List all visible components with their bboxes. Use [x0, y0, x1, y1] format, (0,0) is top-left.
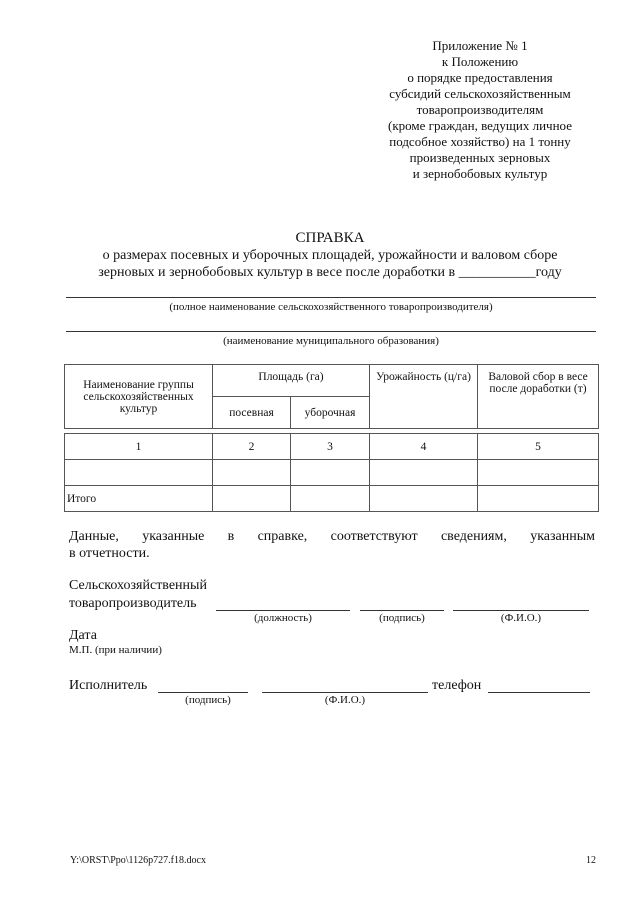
table-cell	[213, 486, 291, 512]
header-sown: посевная	[213, 397, 291, 429]
table-cell	[370, 460, 478, 486]
producer-name-line	[66, 297, 596, 298]
table-row	[65, 460, 599, 486]
position-field-line[interactable]	[216, 610, 350, 611]
table-total-row	[65, 486, 599, 512]
table-cell	[478, 460, 599, 486]
signature-caption: (подпись)	[379, 612, 425, 624]
signature-field-line[interactable]	[360, 610, 444, 611]
executor-signature-line[interactable]	[158, 692, 248, 693]
table-cell: 1	[65, 434, 213, 460]
producer-name-caption: (полное наименование сельскохозяйственного товаропроизводителя)	[169, 301, 493, 313]
appendix-line: произведенных зерновых	[409, 150, 551, 165]
appendix-line: (кроме граждан, ведущих личное	[388, 118, 572, 133]
crop-table	[64, 364, 599, 512]
executor-signature-caption: (подпись)	[185, 694, 231, 706]
appendix-line: Приложение № 1	[432, 38, 528, 53]
header-harvest: уборочная	[291, 397, 370, 429]
phone-field-line[interactable]	[488, 692, 590, 693]
table-number-row	[65, 434, 599, 460]
stamp-label: М.П. (при наличии)	[69, 644, 162, 656]
appendix-header	[360, 38, 600, 182]
page-number: 12	[586, 855, 596, 866]
document-subtitle-line1: о размерах посевных и уборочных площадей, урожайности и валовом сборе	[102, 248, 558, 263]
footer-file-path: Y:\ORST\Ppo\1126p727.f18.docx	[70, 855, 206, 866]
fio-field-line[interactable]	[453, 610, 589, 611]
appendix-line: о порядке предоставления	[407, 70, 553, 85]
position-caption: (должность)	[254, 612, 312, 624]
statement-word: сведениям,	[440, 529, 507, 544]
table-cell: 2	[213, 434, 291, 460]
table-cell: 4	[370, 434, 478, 460]
table-cell	[370, 486, 478, 512]
total-label: Итого	[65, 486, 213, 512]
header-gross: Валовой сбор в весе после доработки (т)	[478, 365, 599, 429]
table-cell	[291, 460, 370, 486]
appendix-line: субсидий сельскохозяйственным	[389, 86, 571, 101]
table-header-row	[65, 365, 599, 397]
fio-caption: (Ф.И.О.)	[500, 612, 542, 624]
phone-label: телефон	[432, 678, 482, 693]
table-cell	[291, 486, 370, 512]
statement-line1	[69, 528, 595, 545]
municipality-caption: (наименование муниципального образования)	[223, 335, 439, 347]
statement-word: указанным	[530, 529, 595, 544]
appendix-line: к Положению	[441, 54, 519, 69]
executor-label: Исполнитель	[69, 678, 148, 693]
appendix-line: товаропроизводителям	[416, 102, 544, 117]
municipality-line	[66, 331, 596, 332]
producer-label-line1: Сельскохозяйственный	[69, 578, 207, 593]
executor-fio-line[interactable]	[262, 692, 428, 693]
table-cell: 3	[291, 434, 370, 460]
executor-fio-caption: (Ф.И.О.)	[324, 694, 366, 706]
header-yield: Урожайность (ц/га)	[370, 365, 478, 429]
date-label: Дата	[69, 628, 97, 643]
header-crop-group: Наименование группы сельскохозяйственных культур	[65, 365, 213, 429]
appendix-line: подсобное хозяйство) на 1 тонну	[389, 134, 571, 149]
document-subtitle-line2: зерновых и зернобобовых культур в весе после доработки в ___________году	[98, 265, 562, 280]
document-title: СПРАВКА	[295, 230, 365, 246]
appendix-line: и зернобобовых культур	[412, 166, 548, 181]
table-cell: 5	[478, 434, 599, 460]
statement-line2: в отчетности.	[69, 546, 150, 561]
table-cell	[65, 460, 213, 486]
statement-word: соответствуют	[330, 529, 418, 544]
statement-word: Данные,	[69, 529, 119, 544]
table-cell	[213, 460, 291, 486]
table-cell	[478, 486, 599, 512]
document-heading	[60, 230, 600, 281]
statement-word: в	[227, 529, 235, 544]
statement-word: справке,	[257, 529, 308, 544]
producer-label-line2: товаропроизводитель	[69, 596, 197, 611]
header-area: Площадь (га)	[213, 365, 370, 397]
statement-word: указанные	[142, 529, 205, 544]
